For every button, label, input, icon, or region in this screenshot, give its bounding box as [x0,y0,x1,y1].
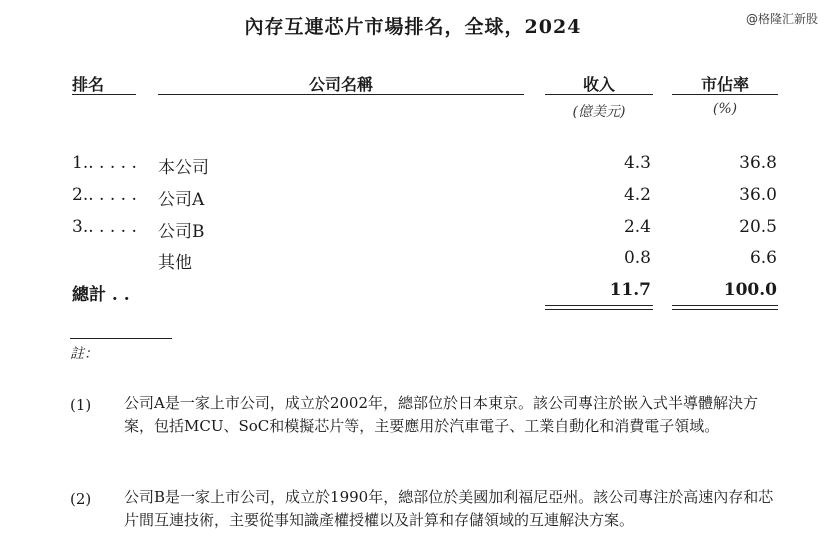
header-revenue: 收入 [582,75,615,94]
unit-revenue: (億美元) [572,104,626,120]
total-double-rule-revenue [545,305,653,310]
row-company: 公司B [158,222,205,242]
total-double-rule-share [672,305,778,310]
header-rank: 排名 [72,75,105,94]
row-share: 6.6 [749,248,777,268]
row-revenue: 0.8 [623,248,651,268]
row-rank: 2.. . . . . [72,185,137,205]
notes-label: 註： [70,346,98,362]
header-underline-company [158,94,524,95]
header-underline-share [672,94,778,95]
total-revenue: 11.7 [609,280,651,300]
footnote-text: 公司A是一家上市公司，成立於2002年，總部位於日本東京。該公司專注於嵌入式半導體解決方案，包括MCU、SoC和模擬芯片等，主要應用於汽車電子、工業自動化和消費電子領域。 [124,394,759,435]
row-company: 其他 [158,253,192,273]
row-share: 36.8 [739,153,777,173]
row-revenue: 4.2 [623,185,651,205]
row-revenue: 4.3 [623,153,651,173]
footnote-number: (1) [70,396,92,414]
header-share: 市佔率 [700,75,749,94]
row-share: 20.5 [739,217,777,237]
total-label: 總計 . . [72,285,130,305]
watermark: @格隆汇新股 [745,12,818,26]
row-company: 公司A [158,190,205,210]
row-rank: 1.. . . . . [72,153,137,173]
notes-divider [70,338,172,339]
row-share: 36.0 [739,185,777,205]
footnote-number: (2) [70,490,92,508]
table-title: 內存互連芯片市場排名，全球，2024 [244,16,582,38]
total-share: 100.0 [723,280,777,300]
header-underline-revenue [545,94,653,95]
row-rank: 3.. . . . . [72,217,137,237]
row-company: 本公司 [158,158,209,178]
header-underline-rank [72,94,136,95]
footnote-text: 公司B是一家上市公司，成立於1990年，總部位於美國加利福尼亞州。該公司專注於高速內存和芯片間互連技術，主要從事知識產權授權以及計算和存儲領域的互連解決方案。 [124,488,774,529]
header-company: 公司名稱 [308,75,373,94]
unit-share: (%) [712,101,738,117]
row-revenue: 2.4 [623,217,651,237]
